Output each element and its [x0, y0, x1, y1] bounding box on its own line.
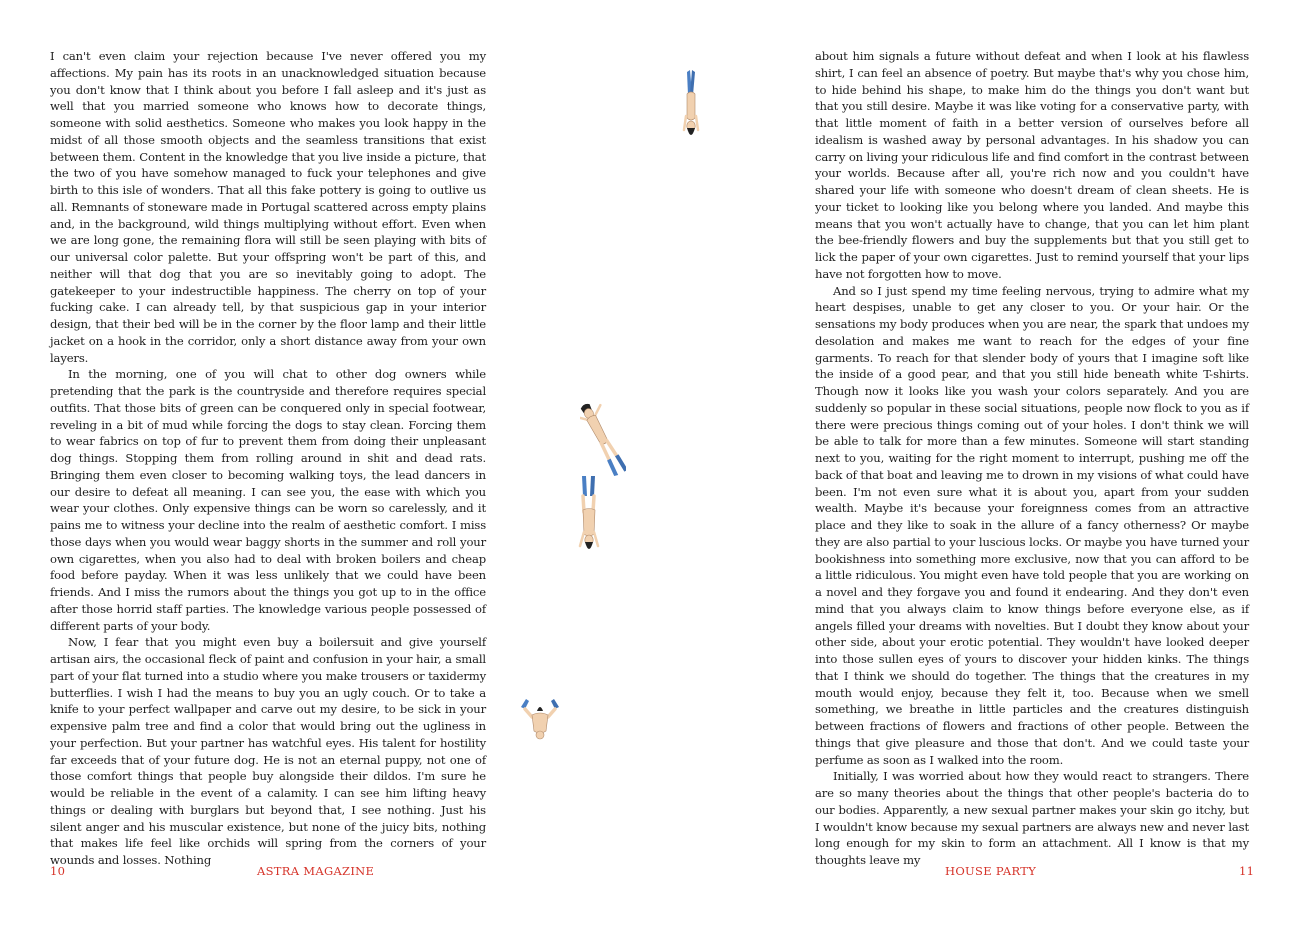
tumbling-figure-icon — [580, 398, 626, 482]
figure-body — [684, 70, 698, 135]
left-page-number: 10 — [50, 864, 66, 878]
paragraph: Now, I fear that you might even buy a boilersuit and give yourself artisan airs, the occasional fleck of paint and confusion in your hair, a small part of your flat turned into a studio where you make trousers or taxidermy butterflies. I wish I had the means to buy you an ugly couch. Or to take a knife to your perfect wallpaper and carve out my desire, to be sick in your expensive palm tree and find a color that would bring out the ugliness in your perfection. But your partner has watchful eyes. His talent for hostility far exceeds that of your future dog. He is not an eternal puppy, not one of those comfort things that people buy alongside their dildos. I'm sure he would be reliable in the event of a calamity. I can see him lifting heavy things or dealing with burglars but beyond that, I see nothing. Just his silent anger and his muscular existence, but none of the juicy bits, nothing that makes life feel like orchids will spring from the corners of your wounds and losses. Nothing — [50, 635, 486, 867]
paragraph: I can't even claim your rejection because I've never offered you my affections. My pain has its roots in an unacknowledged situation because you don't know that I think about you before I fall asleep and it's just as well that you married someone who knows how to decorate things, someone with solid aesthetics. Someone who makes you look happy in the midst of all those smooth objects and the seamless transitions that exist between them. Content in the knowledge that you live inside a picture, that the two of you have somehow managed to fuck your telephones and give birth to this isle of wonders. That all this fake pottery is going to outlive us all. Remnants of stoneware made in Portugal scattered across empty plains and, in the background, wild things multiplying without effort. Even when we are long gone, the remaining flora will still be seen playing with bits of our universal color palette. But your offspring won't be part of this, and neither will that dog that you are so inevitably going to adopt. The gatekeeper to your indestructible happiness. The cherry on top of your fucking cake. I can already tell, by that suspicious gap in your interior design, that their bed will be in the corner by the floor lamp and their little jacket on a hook in the corridor, only a short distance away from your own layers. — [50, 49, 486, 365]
falling-figure-icon — [678, 68, 704, 150]
upside-down-figure-icon — [518, 697, 562, 741]
left-page-body — [50, 48, 486, 869]
paragraph: And so I just spend my time feeling nervous, trying to admire what my heart despises, unable to get any closer to you. Or your hair. Or the sensations my body produces when you are near, the spark that undoes my desolation and makes me want to reach for the edges of your fine garments. To reach for that slender body of yours that I imagine soft like the inside of a good pear, and that you still hide beneath white T-shirts. Though now it looks like you wash your colors separately. And you are suddenly so popular in these social situations, people now flock to you as if there were precious things coming out of your holes. I don't think we will be able to talk for more than a few minutes. Someone will start standing next to you, waiting for the right moment to interrupt, pushing me off the back of that boat and leaving me to drown in my visions of what could have been. I'm not even sure what it is about you, apart from your sudden wealth. Maybe it's because your foreignness comes from an attractive place and they like to soak in the allure of a fancy otherness? Or maybe they are also partial to your luscious locks. Or maybe you have turned your bookishness into something more exclusive, now that you can afford to be a little ridiculous. You might even have told people that you are working on a novel and they forgave you and found it endearing. And they don't even mind that you always claim to know things before everyone else, as if angels filled your dreams with novelties. But I doubt they know about your other side, about your erotic potential. They wouldn't have looked deeper into those sullen eyes of yours to discover your hidden kinks. The things that I think we should do together. The things that the creatures in my mouth would enjoy, because they felt it, too. Because when we smell something, we breathe in little particles and the creatures distinguish between fractions of flowers and fractions of other people. Between the things that give pleasure and those that don't. And we could taste your perfume as soon as I walked into the room. — [815, 283, 1249, 767]
right-page-number: 11 — [1239, 864, 1255, 878]
paragraph: In the morning, one of you will chat to other dog owners while pretending that the park is the countryside and therefore requires special outfits. That those bits of green can be conquered only in special footwear, reveling in a bit of mud while forcing the dogs to stay clean. Forcing them to wear fabrics on top of fur to prevent them from doing their unpleasant dog things. Stopping them from rolling around in shit and dead rats. Bringing them even closer to becoming walking toys, the lead dancers in our desire to defeat all meaning. I can see you, the ease with which you wear your clothes. Only expensive things can be worn so carelessly, and it pains me to witness your decline into the realm of aesthetic comfort. I miss those days when you would wear baggy shorts in the summer and roll your own cigarettes, when you also had to deal with broken boilers and cheap food before payday. When it was less unlikely that we could have been friends. And I miss the rumors about the things you got up to in the office after those horrid staff parties. The knowledge various people possessed of different parts of your body. — [50, 367, 486, 633]
left-running-title: ASTRA MAGAZINE — [257, 864, 375, 878]
paragraph: about him signals a future without defeat and when I look at his flawless shirt, I can feel an absence of poetry. But maybe that's why you chose him, to hide behind his shape, to make him do the things you don't want but that you still desire. Maybe it was like voting for a conservative party, with that little moment of faith in a better version of ourselves before all idealism is washed away by personal advantages. In his shadow you can carry on living your ridiculous life and find comfort in the contrast between your worlds. Because after all, you're rich now and you couldn't have shared your life with someone who doesn't dream of clean sheets. He is your ticket to looking like you belong where you landed. And maybe this means that you won't actually have to change, that you can let him plant the bee-friendly flowers and buy the supplements but that you still get to lick the paper of your own cigarettes. Just to remind yourself that your lips have not forgotten how to move. — [815, 49, 1249, 281]
right-running-title: HOUSE PARTY — [945, 864, 1037, 878]
right-page-body — [815, 48, 1249, 869]
diving-figure-icon — [574, 474, 604, 558]
paragraph: Initially, I was worried about how they would react to strangers. There are so many theories about the things that other people's bacteria do to our bodies. Apparently, a new sexual partner makes your skin go itchy, but I wouldn't know because my sexual partners are always new and never last long enough for my skin to form an attachment. All I know is that my thoughts leave my — [815, 769, 1249, 867]
